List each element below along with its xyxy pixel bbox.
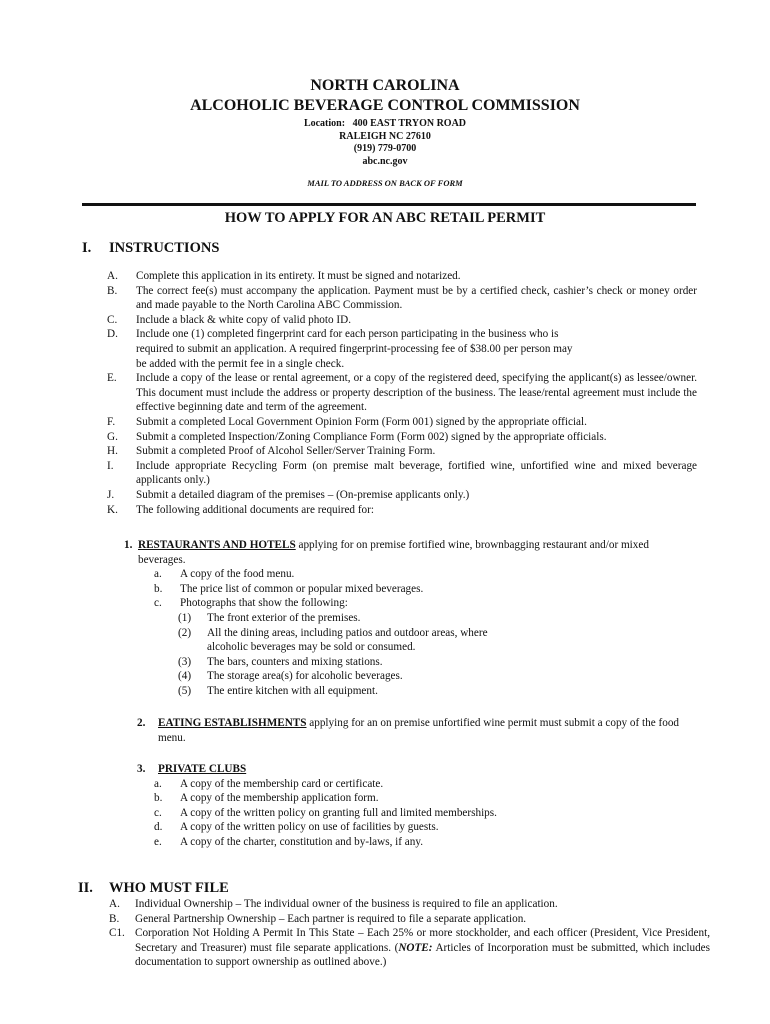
section-1-heading [82, 240, 482, 260]
list-item: A. Complete this application in its entirety. It must be signed and notarized. [107, 270, 461, 282]
sub-3-heading: 3. PRIVATE CLUBS [137, 763, 247, 775]
list-item: c. A copy of the written policy on granting full and limited memberships. [154, 806, 497, 819]
address-phone: (919) 779-0700 [353, 143, 417, 154]
list-item: C1. Corporation Not Holding A Permit In This State – Each 25% or more stockholder, and each officer (President, Vice President, Secretary and Treasurer) must file separate applications. (NOTE: Articles of Incorporation must be submitted, which includes documentation to support ownership as outlined above.) [109, 927, 710, 969]
list-item: (2) All the dining areas, including patios and outdoor areas, where alcoholic beverages may be sold or consumed. [178, 626, 488, 654]
agency-state: NORTH CAROLINA [310, 77, 460, 94]
list-item: B. The correct fee(s) must accompany the application. Payment must be by a certified check, cashier’s check or money order and made payable to the North Carolina ABC Commission. [107, 284, 697, 312]
instructions-list [107, 269, 697, 517]
list-item: (3) The bars, counters and mixing stations. [178, 655, 383, 668]
eating-establishments-block [137, 716, 698, 745]
list-item: c. Photographs that show the following: [154, 597, 348, 610]
list-item: b. A copy of the membership application form. [154, 792, 379, 805]
section-2-title: WHO MUST FILE [109, 880, 229, 896]
document-header [0, 76, 770, 188]
sub-2-heading: 2. EATING ESTABLISHMENTS applying for an on premise unfortified wine permit must submit a copy of the food menu. [137, 717, 680, 744]
address-website: abc.nc.gov [362, 155, 408, 167]
private-clubs-label: PRIVATE CLUBS [158, 763, 247, 775]
list-item: D. Include one (1) completed fingerprint card for each person participating in the business who is required to submit an application. A required fingerprint-processing fee of $38.00 per person may be added with the permit fee in a single check. [107, 328, 573, 370]
photo-requirements [178, 611, 698, 699]
list-item: a. A copy of the food menu. [154, 568, 295, 581]
address-city: RALEIGH NC 27610 [339, 130, 431, 142]
section-1-title: INSTRUCTIONS [109, 240, 220, 256]
list-item: (5) The entire kitchen with all equipment. [178, 684, 378, 697]
section-1-number: I. [82, 240, 92, 256]
list-item: e. A copy of the charter, constitution and by-laws, if any. [154, 835, 424, 848]
list-item: A. Individual Ownership – The individual owner of the business is required to file an application. [109, 898, 558, 910]
private-clubs-block [137, 762, 698, 850]
list-item: B. General Partnership Ownership – Each partner is required to file a separate application. [109, 912, 527, 925]
list-item: K. The following additional documents are required for: [107, 503, 374, 516]
who-must-file-list [109, 897, 710, 970]
document-subtitle: HOW TO APPLY FOR AN ABC RETAIL PERMIT [224, 210, 546, 226]
section-2-number: II. [78, 880, 93, 896]
list-item: d. A copy of the written policy on use of facilities by guests. [154, 821, 439, 834]
list-item: a. A copy of the membership card or certificate. [154, 777, 384, 790]
list-item: b. The price list of common or popular mixed beverages. [154, 582, 424, 595]
list-item: J. Submit a detailed diagram of the premises – (On-premise applicants only.) [107, 488, 470, 501]
header-divider [82, 203, 696, 206]
agency-address [0, 118, 770, 168]
mail-note: MAIL TO ADDRESS ON BACK OF FORM [307, 178, 463, 188]
restaurants-hotels-items [154, 567, 698, 698]
list-item: H. Submit a completed Proof of Alcohol Seller/Server Training Form. [107, 445, 436, 458]
sub-1-heading: 1. RESTAURANTS AND HOTELS applying for on premise fortified wine, brownbagging restaurant and/or mixed beverages. [124, 539, 649, 566]
agency-name: ALCOHOLIC BEVERAGE CONTROL COMMISSION [190, 97, 580, 114]
restaurants-hotels-block [124, 538, 698, 699]
list-item: F. Submit a completed Local Government Opinion Form (Form 001) signed by the appropriate official. [107, 415, 587, 428]
list-item: G. Submit a completed Inspection/Zoning Compliance Form (Form 002) signed by the appropriate officials. [107, 430, 607, 443]
location-label: Location: [303, 118, 346, 129]
note-label: NOTE: [398, 941, 433, 954]
eating-establishments-label: EATING ESTABLISHMENTS [158, 717, 307, 729]
list-item: (4) The storage area(s) for alcoholic beverages. [178, 670, 403, 683]
list-item: E. Include a copy of the lease or rental agreement, or a copy of the registered deed, specifying the applicant(s) as lessee/owner. This document must include the address or property description of the business. The lease/rental agreement must include the effective beginning date and term of the agreement. [107, 372, 697, 414]
restaurants-hotels-label: RESTAURANTS AND HOTELS [138, 539, 296, 551]
list-item: I. Include appropriate Recycling Form (on premise malt beverage, fortified wine, unfortified wine and mixed beverage applicants only.) [107, 459, 697, 487]
list-item: C. Include a black & white copy of valid photo ID. [107, 313, 351, 326]
list-item: (1) The front exterior of the premises. [178, 611, 361, 624]
address-street: 400 EAST TRYON ROAD [352, 118, 467, 129]
private-clubs-items [154, 777, 698, 850]
